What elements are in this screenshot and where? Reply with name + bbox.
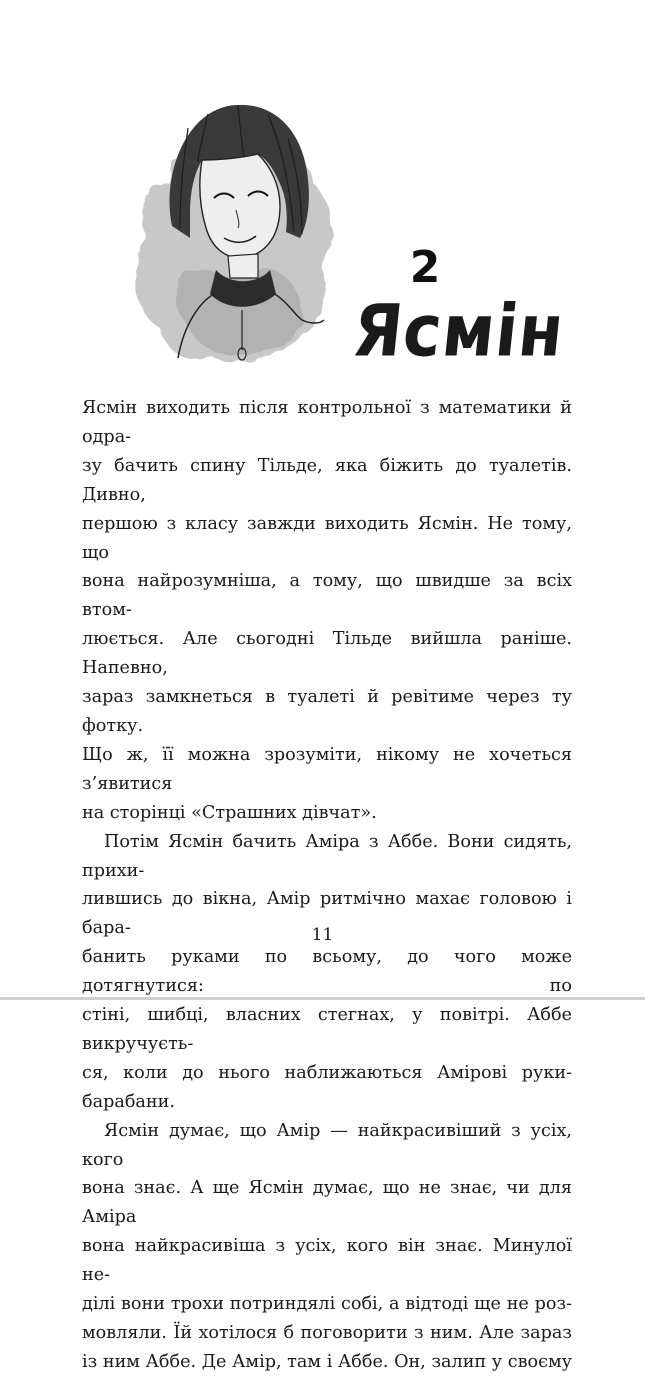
text-line: із ним Аббе. Де Амір, там і Аббе. Он, залип у своєму (82, 1351, 572, 1372)
chapter-title-text: Ясмін (348, 290, 569, 374)
text-line: стіні, шибці, власних стегнах, у повітрі. Аббе викручуєть- (82, 1005, 572, 1054)
text-line: зараз замкнеться в туалеті й ревітиме через ту фотку. (82, 687, 572, 736)
text-line: лившись до вікна, Амір ритмічно махає головою і бара- (82, 889, 572, 939)
text-line: першою з класу завжди виходить Ясмін. Не тому, що (82, 513, 572, 563)
text-line: мовляли. Їй хотілося б поговорити з ним. Але зараз (82, 1323, 572, 1343)
text-line: банить руками по всьому, до чого може дотягнутися: по (82, 947, 572, 997)
text-line: вона найкрасивіша з усіх, кого він знає. Минулої не- (82, 1236, 572, 1286)
text-line: зу бачить спину Тільде, яка біжить до туалетів. Дивно, (82, 455, 572, 505)
chapter-number-text: 2 (409, 242, 441, 292)
text-line: Ясмін виходить після контрольної з математики й одра- (82, 398, 572, 447)
text-line: вона найрозумніша, а тому, що швидше за всіх втом- (82, 571, 572, 621)
text-line: Ясмін думає, що Амір — найкрасивіший з усіх, кого (82, 1120, 572, 1170)
body-text (82, 394, 572, 1377)
text-line: люється. Але сьогодні Тільде вийшла раніше. Напевно, (82, 629, 572, 679)
chapter-title (348, 290, 569, 386)
text-line: вона знає. А ще Ясмін думає, що не знає, чи для Аміра (82, 1178, 572, 1228)
text-line: Потім Ясмін бачить Аміра з Аббе. Вони сидять, прихи- (82, 831, 572, 881)
page-number: 11 (311, 925, 334, 945)
text-line: ділі вони трохи потриндялі собі, а відтоді ще не роз- (82, 1294, 572, 1315)
chapter-number (395, 242, 455, 292)
portrait-illustration (118, 88, 348, 378)
text-line: Що ж, її можна зрозуміти, нікому не хочеться з’явитися (82, 744, 572, 794)
text-line: ся, коли до нього наближаються Амірові руки-барабани. (82, 1062, 572, 1112)
text-line: на сторінці «Страшних дівчат». (82, 802, 377, 823)
